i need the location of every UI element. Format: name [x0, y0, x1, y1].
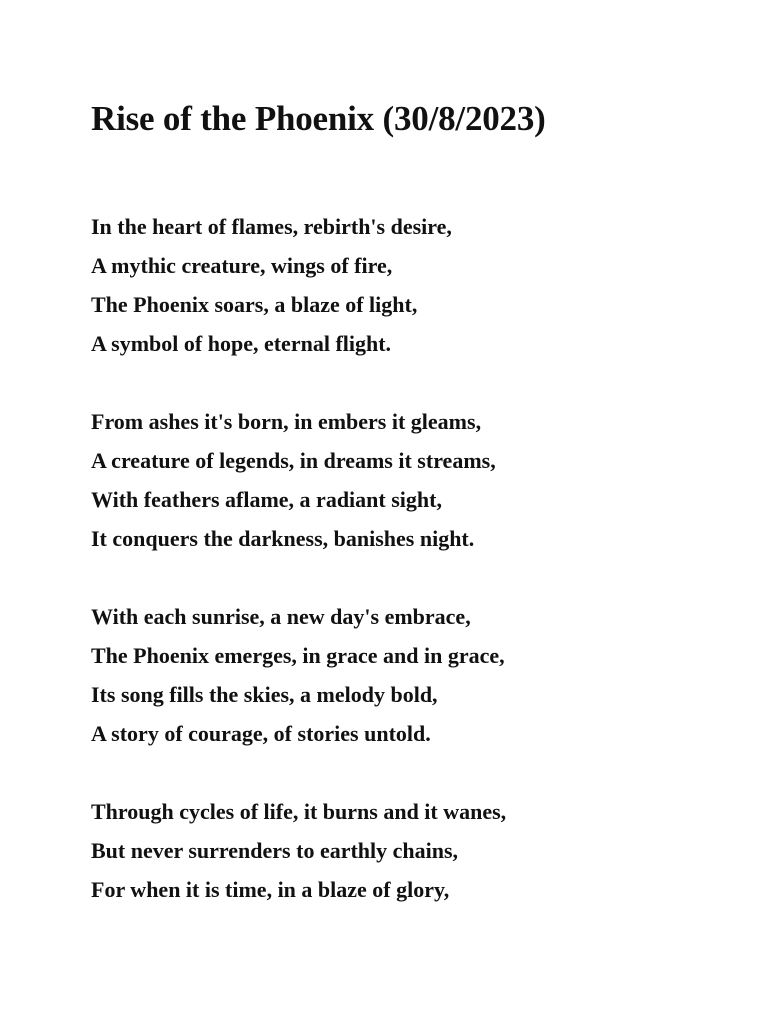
poem-line: In the heart of flames, rebirth's desire, — [91, 214, 452, 239]
poem-line: A mythic creature, wings of fire, — [91, 253, 393, 278]
poem-line: Through cycles of life, it burns and it wanes, — [91, 799, 507, 824]
poem-line: With each sunrise, a new day's embrace, — [91, 604, 471, 629]
poem-line: But never surrenders to earthly chains, — [91, 838, 459, 863]
poem-line: The Phoenix emerges, in grace and in grace, — [91, 643, 505, 668]
poem-line: From ashes it's born, in embers it gleams, — [91, 409, 482, 434]
poem-line: With feathers aflame, a radiant sight, — [91, 487, 442, 512]
poem-line: A creature of legends, in dreams it streams, — [91, 448, 496, 473]
stanza-3 — [91, 597, 505, 753]
stanza-1 — [91, 207, 452, 363]
poem-line: Its song fills the skies, a melody bold, — [91, 682, 438, 707]
poem-line: It conquers the darkness, banishes night. — [91, 526, 475, 551]
stanza-2 — [91, 402, 496, 558]
poem-line: For when it is time, in a blaze of glory, — [91, 877, 450, 902]
poem-line: A story of courage, of stories untold. — [91, 721, 431, 746]
stanza-4 — [91, 792, 506, 909]
poem-line: The Phoenix soars, a blaze of light, — [91, 292, 418, 317]
poem-line: A symbol of hope, eternal flight. — [91, 331, 392, 356]
poem-title: Rise of the Phoenix (30/8/2023) — [91, 99, 546, 138]
